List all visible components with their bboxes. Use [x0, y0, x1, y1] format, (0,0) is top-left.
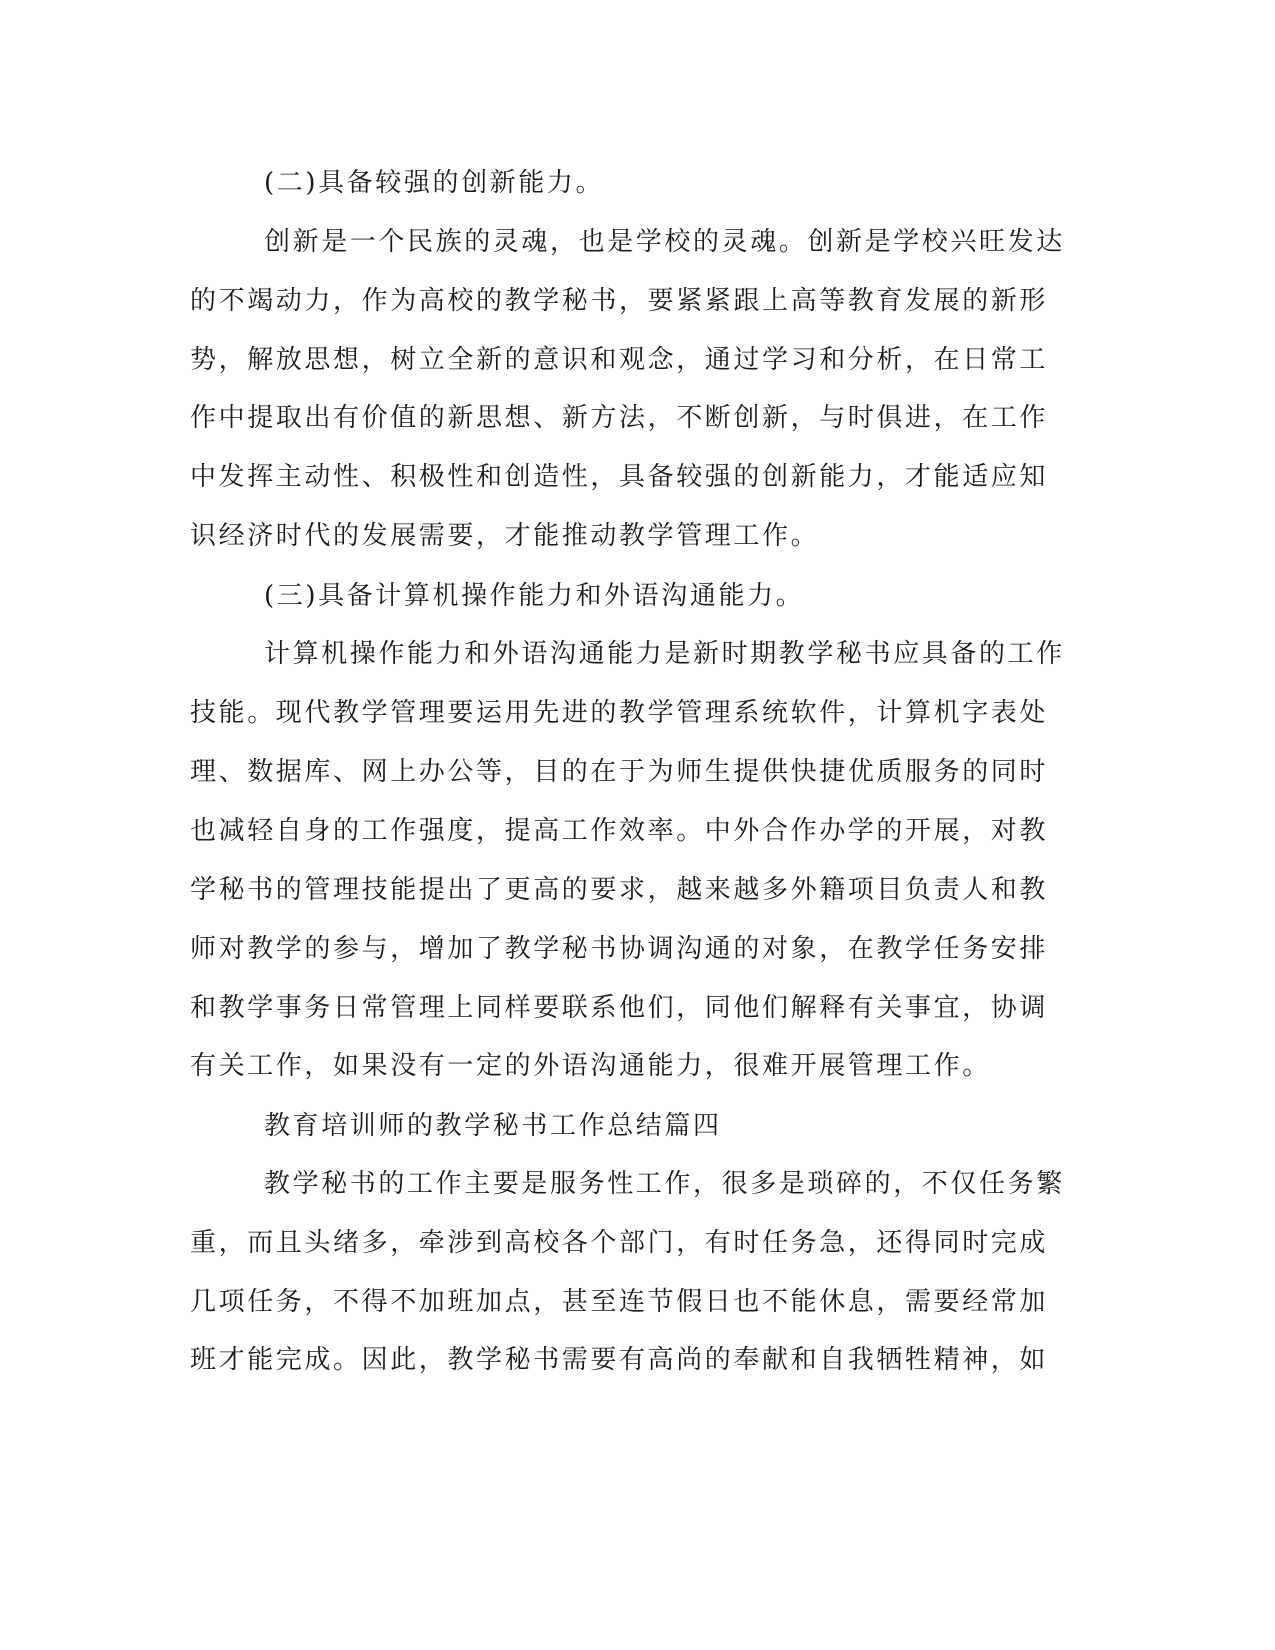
paragraph-line: 师对教学的参与，增加了教学秘书协调沟通的对象，在教学任务安排 [190, 934, 1049, 964]
paragraph-line: 学秘书的管理技能提出了更高的要求，越来越多外籍项目负责人和教 [190, 875, 1049, 905]
paragraph-line: 教学秘书的工作主要是服务性工作，很多是琐碎的，不仅任务繁 [264, 1169, 1065, 1199]
paragraph-line: 计算机操作能力和外语沟通能力是新时期教学秘书应具备的工作 [264, 639, 1065, 669]
section-heading-2: (二)具备较强的创新能力。 [264, 168, 605, 198]
paragraph-line: 班才能完成。因此，教学秘书需要有高尚的奉献和自我牺牲精神，如 [190, 1345, 1049, 1375]
article-title: 教育培训师的教学秘书工作总结篇四 [264, 1111, 722, 1141]
paragraph-line: 中发挥主动性、积极性和创造性，具备较强的创新能力，才能适应知 [190, 462, 1049, 492]
paragraph-line: 重，而且头绪多，牵涉到高校各个部门，有时任务急，还得同时完成 [190, 1228, 1049, 1258]
section-heading-3: (三)具备计算机操作能力和外语沟通能力。 [264, 581, 805, 611]
paragraph-line: 理、数据库、网上办公等，目的在于为师生提供快捷优质服务的同时 [190, 757, 1049, 787]
paragraph-line: 创新是一个民族的灵魂，也是学校的灵魂。创新是学校兴旺发达 [264, 227, 1065, 257]
paragraph-line: 技能。现代教学管理要运用先进的教学管理系统软件，计算机字表处 [190, 698, 1049, 728]
paragraph-line: 识经济时代的发展需要，才能推动教学管理工作。 [190, 521, 820, 551]
paragraph-line: 势，解放思想，树立全新的意识和观念，通过学习和分析，在日常工 [190, 345, 1049, 375]
paragraph-line: 也减轻自身的工作强度，提高工作效率。中外合作办学的开展，对教 [190, 816, 1049, 846]
paragraph-line: 和教学事务日常管理上同样要联系他们，同他们解释有关事宜，协调 [190, 993, 1049, 1023]
paragraph-line: 有关工作，如果没有一定的外语沟通能力，很难开展管理工作。 [190, 1051, 991, 1081]
paragraph-line: 几项任务，不得不加班加点，甚至连节假日也不能休息，需要经常加 [190, 1287, 1049, 1317]
paragraph-line: 的不竭动力，作为高校的教学秘书，要紧紧跟上高等教育发展的新形 [190, 286, 1049, 316]
paragraph-line: 作中提取出有价值的新思想、新方法，不断创新，与时俱进，在工作 [190, 403, 1049, 433]
